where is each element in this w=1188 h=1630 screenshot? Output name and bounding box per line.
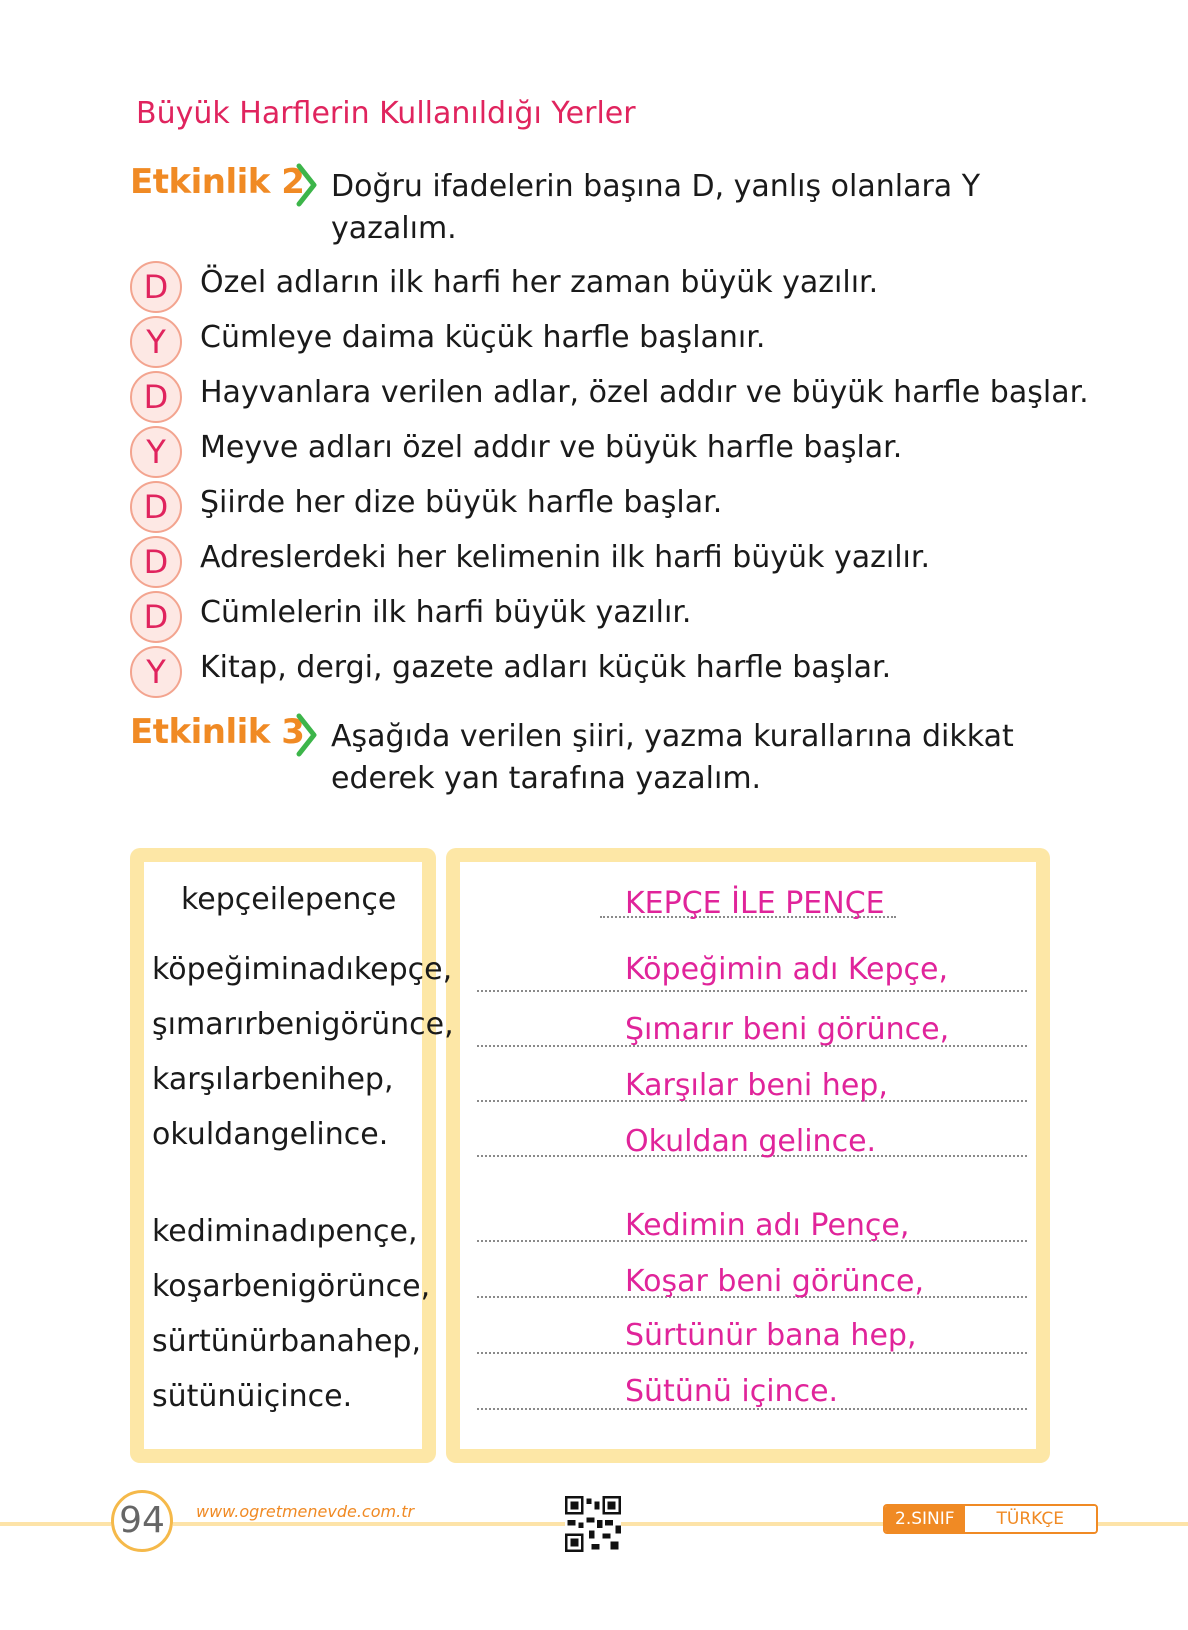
poem-source-line: şımarırbenigörünce, (152, 1007, 454, 1042)
statement-text: Hayvanlara verilen adlar, özel addır ve büyük harfle başlar. (200, 375, 1089, 410)
activity3-instruction-line2: ederek yan tarafına yazalım. (331, 761, 762, 796)
statement-text: Meyve adları özel addır ve büyük harfle başlar. (200, 430, 903, 465)
section-title: Büyük Harflerin Kullanıldığı Yerler (136, 96, 636, 131)
statement-text: Kitap, dergi, gazete adları küçük harfle başlar. (200, 650, 892, 685)
chevron-right-icon (296, 163, 318, 207)
statement-text: Cümlelerin ilk harfi büyük yazılır. (200, 595, 692, 630)
poem-source-line: okuldangelince. (152, 1117, 389, 1152)
answer-circle[interactable]: Y (130, 646, 182, 698)
footer-rule-left (0, 1522, 111, 1526)
answer-dotted-line (477, 990, 1027, 992)
poem-source-line: sürtünürbanahep, (152, 1324, 421, 1359)
poem-source-line: kediminadıpençe, (152, 1214, 418, 1249)
answer-circle[interactable]: D (130, 481, 182, 533)
poem-source-title: kepçeilepençe (181, 882, 397, 917)
website-link[interactable]: www.ogretmenevde.com.tr (196, 1502, 415, 1521)
answer-circle[interactable]: D (130, 371, 182, 423)
answer-line[interactable]: Köpeğimin adı Kepçe, (625, 952, 948, 987)
poem-source-line: koşarbenigörünce, (152, 1269, 431, 1304)
activity3-instruction-line1: Aşağıda verilen şiiri, yazma kurallarına dikkat (331, 719, 1014, 754)
answer-title[interactable]: KEPÇE İLE PENÇE (625, 886, 885, 921)
answer-line[interactable]: Okuldan gelince. (625, 1124, 877, 1159)
poem-source-line: karşılarbenihep, (152, 1062, 394, 1097)
answer-line[interactable]: Şımarır beni görünce, (625, 1012, 950, 1047)
answer-circle[interactable]: Y (130, 316, 182, 368)
activity2-instruction-line1: Doğru ifadelerin başına D, yanlış olanlara Y (331, 169, 981, 204)
answer-circle[interactable]: D (130, 261, 182, 313)
answer-line[interactable]: Kedimin adı Pençe, (625, 1208, 910, 1243)
answer-line[interactable]: Koşar beni görünce, (625, 1264, 925, 1299)
poem-source-line: köpeğiminadıkepçe, (152, 952, 453, 987)
statement-text: Özel adların ilk harfi her zaman büyük yazılır. (200, 265, 879, 300)
activity3-label: Etkinlik 3 (130, 712, 305, 752)
statement-text: Adreslerdeki her kelimenin ilk harfi büyük yazılır. (200, 540, 930, 575)
poem-source-line: sütünüiçince. (152, 1379, 353, 1414)
activity2-instruction-line2: yazalım. (331, 211, 457, 246)
answer-line[interactable]: Sütünü içince. (625, 1374, 839, 1409)
poem-source-frame (130, 848, 436, 1463)
answer-line[interactable]: Karşılar beni hep, (625, 1068, 888, 1103)
chevron-right-icon (296, 713, 318, 757)
answer-line[interactable]: Sürtünür bana hep, (625, 1318, 917, 1353)
grade-label: 2.SINIF (885, 1506, 965, 1532)
grade-subject-badge (883, 1504, 1098, 1534)
footer-rule-right (621, 1522, 883, 1526)
answer-circle[interactable]: D (130, 536, 182, 588)
page-number: 94 (111, 1490, 173, 1552)
answer-circle[interactable]: Y (130, 426, 182, 478)
footer-rule-middle (173, 1522, 565, 1526)
statement-text: Şiirde her dize büyük harfle başlar. (200, 485, 723, 520)
activity2-label: Etkinlik 2 (130, 162, 305, 202)
qr-code-icon[interactable] (565, 1496, 621, 1552)
subject-label: TÜRKÇE (965, 1506, 1096, 1532)
answer-circle[interactable]: D (130, 591, 182, 643)
statement-text: Cümleye daima küçük harfle başlanır. (200, 320, 766, 355)
